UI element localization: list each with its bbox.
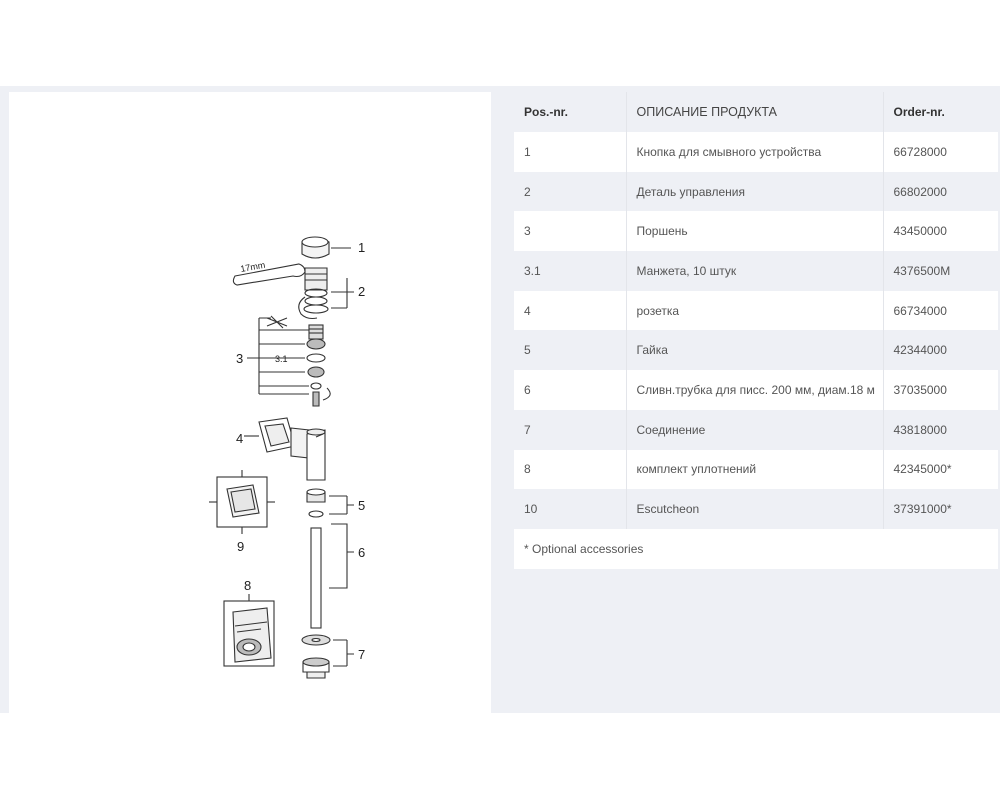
label-4: 4 xyxy=(236,431,244,446)
cell-description: Деталь управления xyxy=(626,172,883,212)
cell-order: 42344000 xyxy=(883,330,998,370)
label-5: 5 xyxy=(358,498,366,513)
label-6: 6 xyxy=(358,545,366,560)
cell-order: 37391000* xyxy=(883,489,998,529)
table-row xyxy=(514,251,998,291)
cell-description: Гайка xyxy=(626,330,883,370)
label-2: 2 xyxy=(358,284,366,299)
part-5-nut xyxy=(307,489,354,517)
cell-description: Поршень xyxy=(626,211,883,251)
table-row xyxy=(514,172,998,212)
cell-description: Кнопка для смывного устройства xyxy=(626,132,883,172)
table-row xyxy=(514,450,998,490)
part-6-pipe xyxy=(311,524,354,628)
cell-pos: 6 xyxy=(524,382,531,397)
exploded-view-drawing xyxy=(9,92,491,713)
part-3-piston xyxy=(247,316,330,406)
cell-description: Сливн.трубка для писс. 200 мм, диам.18 м xyxy=(626,370,883,410)
cell-pos: 5 xyxy=(524,343,531,358)
label-3-1: 3.1 xyxy=(275,354,288,364)
table-row xyxy=(514,410,998,450)
cell-description: комплект уплотнений xyxy=(626,450,883,490)
exploded-view-svg xyxy=(9,92,491,713)
cell-order: 66728000 xyxy=(883,132,998,172)
part-7-connection xyxy=(302,635,354,678)
cell-pos: 10 xyxy=(524,502,538,517)
cell-order: 43818000 xyxy=(883,410,998,450)
cell-order: 66802000 xyxy=(883,172,998,212)
label-8: 8 xyxy=(244,578,252,593)
label-wrench-size: 17mm xyxy=(239,259,266,274)
cell-pos: 4 xyxy=(524,303,531,318)
parts-table xyxy=(514,92,998,529)
cell-description: Escutcheon xyxy=(626,489,883,529)
header-description: ОПИСАНИЕ ПРОДУКТА xyxy=(626,92,883,132)
table-row xyxy=(514,291,998,331)
cell-pos: 2 xyxy=(524,184,531,199)
cell-description: Манжета, 10 штук xyxy=(626,251,883,291)
table-row xyxy=(514,211,998,251)
header-order: Order-nr. xyxy=(883,92,998,132)
cell-order: 4376500M xyxy=(883,251,998,291)
table-header-row xyxy=(514,92,998,132)
label-9: 9 xyxy=(237,539,245,554)
cell-pos: 3.1 xyxy=(524,263,541,278)
cell-pos: 7 xyxy=(524,422,531,437)
label-7: 7 xyxy=(358,647,366,662)
cell-order: 43450000 xyxy=(883,211,998,251)
parts-table-container xyxy=(514,92,998,569)
part-8-seal-kit xyxy=(224,594,274,666)
header-pos: Pos.-nr. xyxy=(524,105,569,119)
cell-pos: 3 xyxy=(524,224,531,239)
cell-order: 37035000 xyxy=(883,370,998,410)
part-4-rosette xyxy=(244,418,325,480)
table-footnote: * Optional accessories xyxy=(514,529,998,569)
table-row xyxy=(514,370,998,410)
cell-order: 66734000 xyxy=(883,291,998,331)
cell-pos: 8 xyxy=(524,462,531,477)
part-9-escutcheon xyxy=(209,470,275,534)
cell-order: 42345000* xyxy=(883,450,998,490)
cell-pos: 1 xyxy=(524,144,531,159)
cell-description: Соединение xyxy=(626,410,883,450)
table-row xyxy=(514,132,998,172)
cell-description: розетка xyxy=(626,291,883,331)
part-1-button xyxy=(302,237,351,258)
label-1: 1 xyxy=(358,240,366,255)
label-3: 3 xyxy=(236,351,244,366)
table-row xyxy=(514,330,998,370)
table-row xyxy=(514,489,998,529)
